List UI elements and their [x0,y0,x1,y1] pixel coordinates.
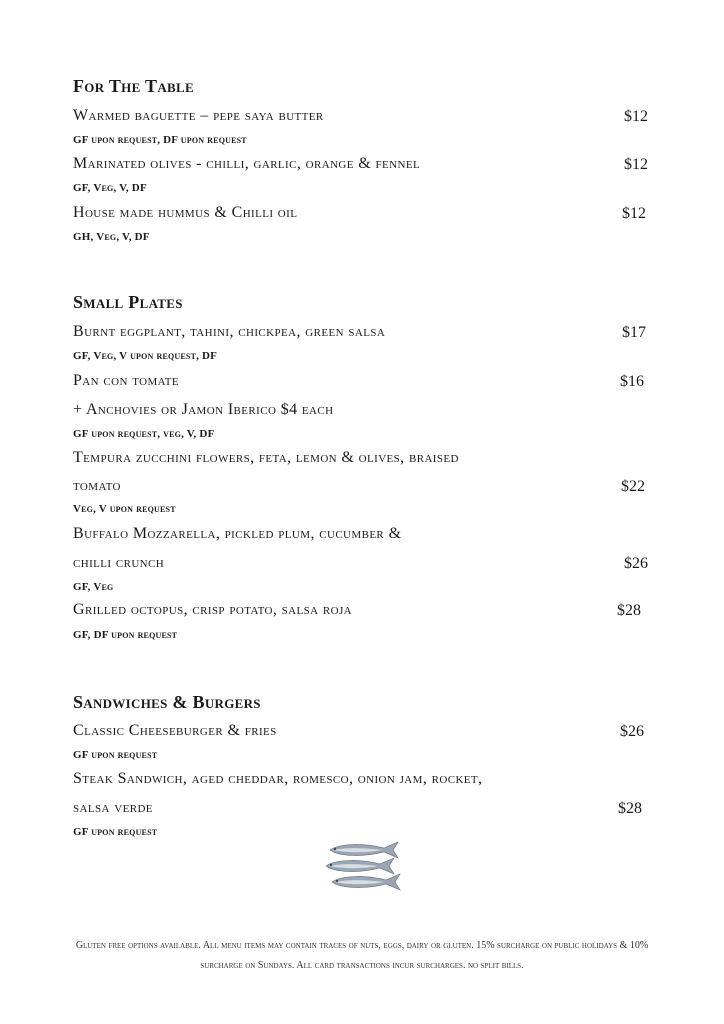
menu-item-diet-house-hummus: GH, Veg, V, DF [73,231,150,243]
menu-item-name-classic-cheeseburger: Classic Cheeseburger & fries [73,722,277,739]
footer-note: Gluten free options available. All menu items may contain traces of nuts, eggs, dairy or gluten. 15% surcharge on public holidays & 10% surcharge on Sundays. All card transactions incur surcharges. no split bills. [75,940,649,971]
section-title-small-plates: Small Plates [73,292,183,312]
menu-item-price-pan-con-tomate: $16 [620,373,644,390]
menu-item-name-steak-sandwich: Steak Sandwich, aged cheddar, romesco, onion jam, rocket, [73,770,483,787]
menu-item-diet-warmed-baguette: GF upon request, DF upon request [73,134,247,146]
menu-item-name-pan-con-tomate: Pan con tomate [73,372,180,389]
menu-item-name-cont-buffalo-mozzarella: chilli crunch [73,554,165,571]
menu-item-name-tempura-zucchini: Tempura zucchini flowers, feta, lemon & olives, braised [73,449,459,466]
menu-item-diet-grilled-octopus: GF, DF upon request [73,629,178,641]
menu-item-name-grilled-octopus: Grilled octopus, crisp potato, salsa roja [73,601,352,618]
menu-item-name-burnt-eggplant: Burnt eggplant, tahini, chickpea, green salsa [73,323,386,340]
menu-item-diet-pan-con-tomate: GF upon request, veg, V, DF [73,428,215,440]
menu-item-price-tempura-zucchini: $22 [621,478,645,495]
section-title-for-the-table: For The Table [73,76,194,96]
menu-item-price-buffalo-mozzarella: $26 [624,555,648,572]
menu-item-diet-buffalo-mozzarella: GF, Veg [73,581,114,593]
menu-item-diet-classic-cheeseburger: GF upon request [73,749,158,761]
menu-item-diet-tempura-zucchini: Veg, V upon request [73,503,176,515]
menu-item-name-warmed-baguette: Warmed baguette – pepe saya butter [73,107,324,124]
menu-item-price-burnt-eggplant: $17 [622,324,646,341]
menu-item-name-cont-steak-sandwich: salsa verde [73,799,153,816]
menu-item-price-classic-cheeseburger: $26 [620,723,644,740]
menu-item-name-cont-tempura-zucchini: tomato [73,477,121,494]
menu-item-price-steak-sandwich: $28 [618,800,642,817]
menu-item-price-house-hummus: $12 [622,205,646,222]
menu-item-name-buffalo-mozzarella: Buffalo Mozzarella, pickled plum, cucumber & [73,525,402,542]
three-fish-icon [322,840,402,892]
section-title-sandwiches-burgers: Sandwiches & Burgers [73,692,261,712]
menu-item-name-house-hummus: House made hummus & Chilli oil [73,204,298,221]
menu-item-price-warmed-baguette: $12 [624,108,648,125]
menu-item-name-marinated-olives: Marinated olives - chilli, garlic, orange & fennel [73,155,421,172]
menu-item-diet-burnt-eggplant: GF, Veg, V upon request, DF [73,350,218,362]
menu-item-diet-marinated-olives: GF, Veg, V, DF [73,182,147,194]
menu-item-diet-steak-sandwich: GF upon request [73,826,158,838]
menu-item-addon-pan-con-tomate: + Anchovies or Jamon Iberico $4 each [73,401,334,418]
menu-item-price-marinated-olives: $12 [624,156,648,173]
menu-item-price-grilled-octopus: $28 [617,602,641,619]
